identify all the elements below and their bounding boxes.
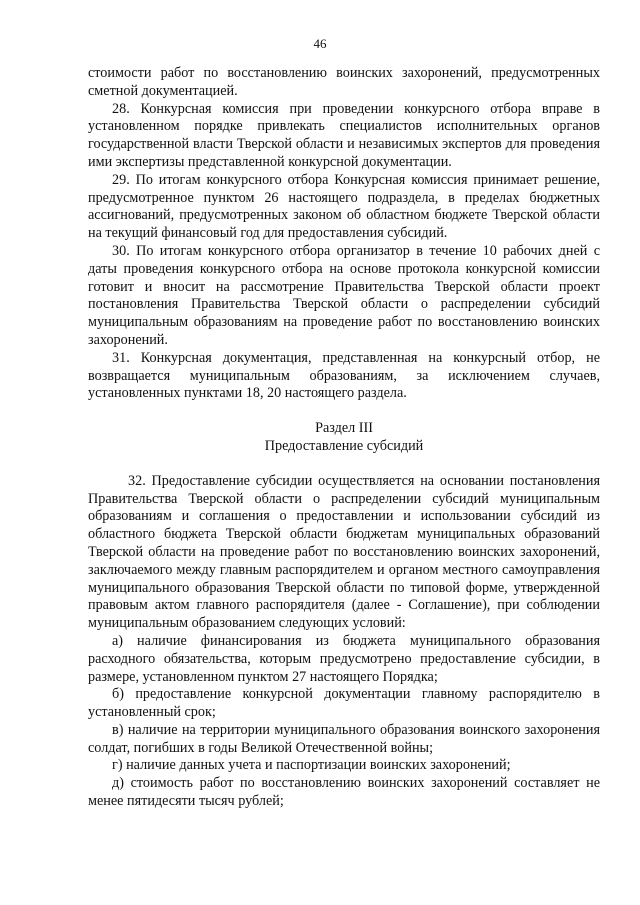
section-title: Предоставление субсидий [264, 437, 424, 454]
paragraph-29: 29. По итогам конкурсного отбора Конкурсная комиссия принимает решение, предусмотренное пунктом 26 настоящего подраздела, в пределах бюджетных ассигнований, предусмотренных законом об областном бюджете Тверской области на текущий финансовый год для предоставления субсидий. [88, 171, 600, 242]
paragraph-continuation: стоимости работ по восстановлению воинских захоронений, предусмотренных сметной документацией. [88, 65, 600, 99]
paragraph-28: 28. Конкурсная комиссия при проведении конкурсного отбора вправе в установленном порядке привлекать специалистов исполнительных органов государственной власти Тверской области и независимых экспертов для проведения ими экспертизы представленной конкурсной документации. [88, 100, 600, 170]
paragraph-32: 32. Предоставление субсидии осуществляется на основании постановления Правительства Тверской области о распределении субсидий муниципальным образованиям и соглашения о предоставлении и использовании субсидий из областного бюджета Тверской области бюджетам муниципальных образований Тверской области на проведение работ по восстановлению воинских захоронений, заключаемого между главным распорядителем и органом местного самоуправления муниципального образования Тверской области по типовой форме, утвержденной правовым актом главного распорядителя (далее - Соглашение), при соблюдении муниципальным образованием следующих условий: [88, 472, 600, 632]
page-number: 46 [313, 36, 327, 51]
condition-d: д) стоимость работ по восстановлению воинских захоронений составляет не менее пятидесяти тысяч рублей; [88, 775, 600, 810]
document-body [88, 65, 600, 811]
condition-g: г) наличие данных учета и паспортизации воинских захоронений; [112, 757, 511, 774]
paragraph-30: 30. По итогам конкурсного отбора организатор в течение 10 рабочих дней с даты проведения конкурсного отбора на основе протокола конкурсной комиссии готовит и вносит на рассмотрение Правительства Тверской области проект постановления Правительства Тверской области о распределении субсидий муниципальным образованиям на проведение работ по восстановлению воинских захоронений. [88, 242, 600, 348]
condition-a: а) наличие финансирования из бюджета муниципального образования расходного обязательства, которым предусмотрено предоставление субсидии, в размере, установленном пунктом 27 настоящего Порядка; [88, 632, 600, 685]
condition-v: в) наличие на территории муниципального образования воинского захоронения солдат, погибших в годы Великой Отечественной войны; [88, 721, 600, 756]
condition-b: б) предоставление конкурсной документации главному распорядителю в установленный срок; [88, 686, 600, 721]
section-heading-block [88, 420, 600, 456]
paragraph-31: 31. Конкурсная документация, представленная на конкурсный отбор, не возвращается муниципальным образованиям, за исключением случаев, установленных пунктами 18, 20 настоящего раздела. [88, 349, 600, 402]
section-number: Раздел III [315, 420, 373, 437]
